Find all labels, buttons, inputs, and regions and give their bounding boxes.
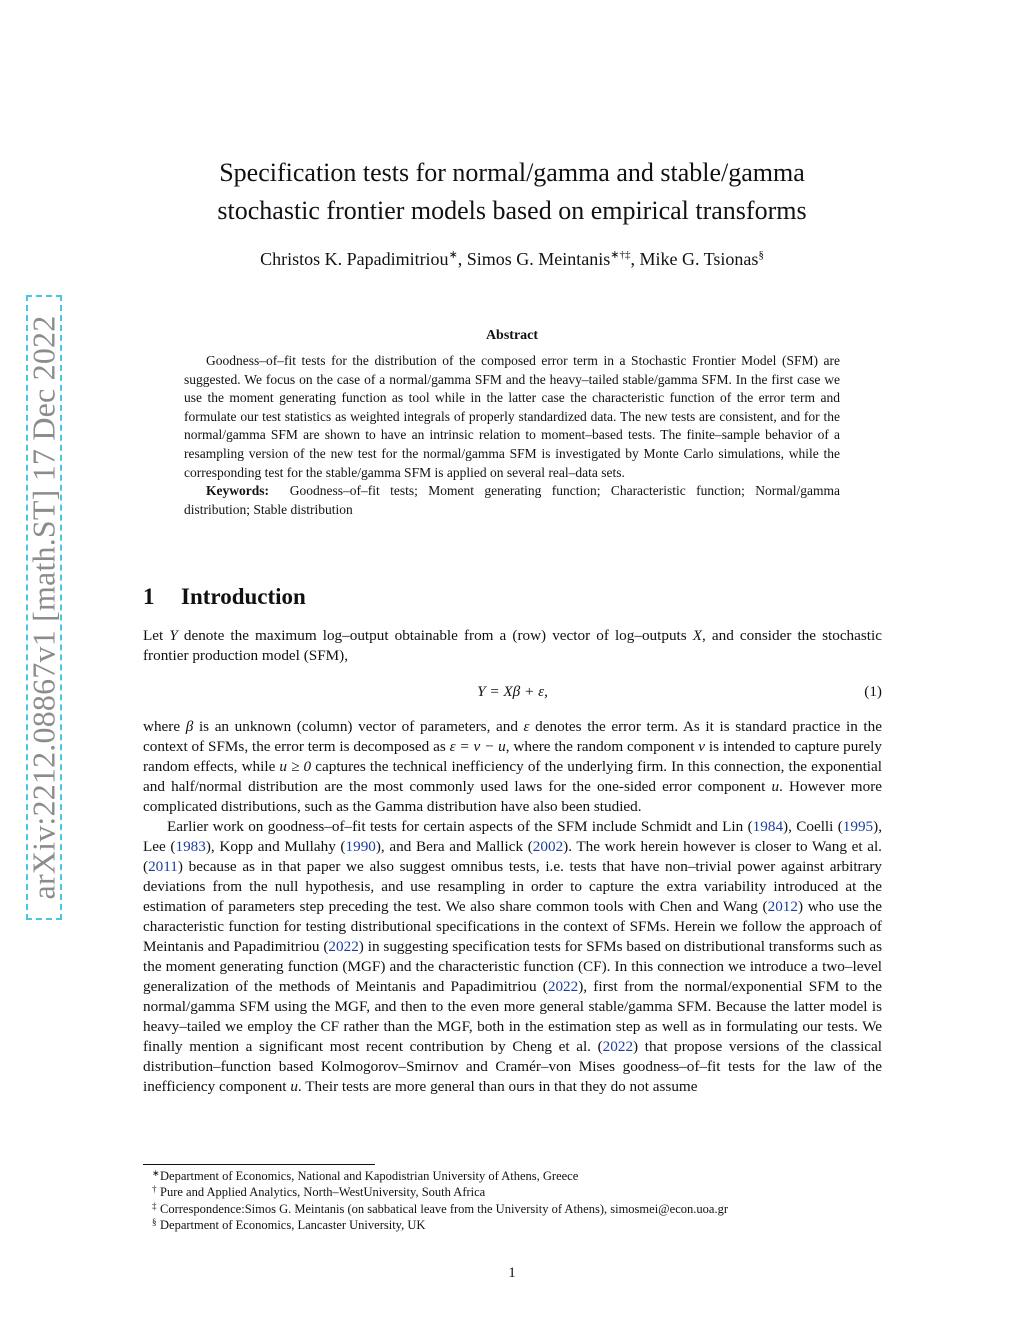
- text-run: ), Coelli (: [783, 818, 843, 835]
- equation-formula: Y = Xβ + ε,: [477, 683, 548, 700]
- footnote-text: Correspondence:Simos G. Meintanis (on sabbatical leave from the University of Athens), simosmei@econ.uoa.gr: [160, 1201, 728, 1216]
- math-symbol: Y: [169, 627, 178, 644]
- abstract-body: [184, 352, 840, 519]
- footnote-divider: [143, 1164, 375, 1165]
- math-expression: u ≥ 0: [279, 758, 312, 775]
- text-run: ). The work herein however is closer to Wang et al. (: [143, 838, 882, 875]
- footnotes: [152, 1168, 880, 1233]
- math-symbol: u: [290, 1078, 298, 1095]
- footnote-text: Pure and Applied Analytics, North–WestUniversity, South Africa: [160, 1185, 486, 1200]
- text-run: , where the random component: [505, 738, 699, 755]
- paragraph: [143, 626, 882, 666]
- citation-link[interactable]: 2022: [602, 1038, 634, 1055]
- arxiv-stamp[interactable]: [26, 295, 62, 920]
- footnote: [152, 1168, 880, 1184]
- text-run: ) that propose versions of the classical distribution–function based Kolmogorov–Smirnov and Cramér–von Mises goodness–of–fit tests for the law of the inefficiency component: [143, 1038, 882, 1095]
- author-separator: ,: [630, 249, 640, 269]
- citation-link[interactable]: 1984: [752, 818, 784, 835]
- author-name: Christos K. Papadimitriou: [260, 249, 449, 269]
- text-run: denotes the error term. As it is standard practice in the context of SFMs, the error term is decomposed as: [143, 718, 882, 755]
- footnote-marker: †: [152, 1184, 157, 1195]
- author-name: Simos G. Meintanis: [466, 249, 611, 269]
- footnote-mark[interactable]: §: [758, 249, 764, 261]
- section-number: 1: [143, 584, 155, 609]
- text-run: is an unknown (column) vector of parameters, and: [193, 718, 524, 735]
- title-line-2: stochastic frontier models based on empirical transforms: [217, 196, 807, 225]
- footnote-text: Department of Economics, Lancaster University, UK: [160, 1217, 426, 1232]
- citation-link[interactable]: 1990: [345, 838, 376, 855]
- math-symbol: β: [185, 718, 194, 735]
- text-run: . However more complicated distributions, such as the Gamma distribution have also been studied.: [143, 778, 882, 815]
- citation-link[interactable]: 2011: [148, 858, 178, 875]
- equation-number: (1): [864, 683, 882, 700]
- citation-link[interactable]: 1983: [175, 838, 206, 855]
- math-symbol: u: [771, 778, 780, 795]
- math-symbol: X: [692, 627, 703, 644]
- author-separator: ,: [457, 249, 467, 269]
- intro-paragraph: [143, 626, 882, 666]
- section-heading: [143, 584, 306, 610]
- text-run: is intended to capture purely random effects, while: [143, 738, 882, 775]
- text-run: denote the maximum log–output obtainable from a (row) vector of log–outputs: [177, 627, 693, 644]
- citation-link[interactable]: 2022: [547, 978, 579, 995]
- footnote-mark[interactable]: ∗†‡: [610, 249, 631, 261]
- footnote: [152, 1216, 880, 1233]
- math-symbol: v: [698, 738, 706, 755]
- text-run: Let: [143, 627, 170, 644]
- footnote-mark[interactable]: ∗: [448, 249, 458, 261]
- author-list: [140, 248, 884, 270]
- citation-link[interactable]: 2002: [532, 838, 564, 855]
- footnote: [152, 1184, 880, 1200]
- footnote: [152, 1200, 880, 1217]
- footnote-text: Department of Economics, National and Kapodistrian University of Athens, Greece: [160, 1169, 579, 1183]
- footnote-marker: ‡: [152, 1200, 157, 1211]
- text-run: Earlier work on goodness–of–fit tests for certain aspects of the SFM include Schmidt and Lin (: [167, 818, 753, 835]
- footnote-marker: ∗: [152, 1168, 160, 1178]
- citation-link[interactable]: 2012: [767, 898, 798, 915]
- author-name: Mike G. Tsionas: [639, 249, 759, 269]
- text-run: ) who use the characteristic function for testing distributional specifications in the context of SFMs. Herein we follow the approach of Meintanis and Papadimitriou (: [143, 898, 883, 955]
- text-run: ), Lee (: [143, 818, 882, 855]
- math-symbol: ε: [523, 718, 530, 735]
- footnote-marker: §: [152, 1216, 157, 1227]
- text-run: captures the technical inefficiency of the underlying firm. In this connection, the exponential and half/normal distribution are the most commonly used laws for the one-sided error component: [143, 758, 882, 795]
- text-run: ), first from the normal/exponential SFM to the normal/gamma SFM using the MGF, and then to the even more general stable/gamma SFM. Because the latter model is heavy–tailed we employ the CF rather than the MGF, both in the estimation step as well as in formulating our tests. We finally mention a significant most recent contribution by Cheng et al. (: [143, 978, 883, 1055]
- text-run: , and consider the stochastic frontier production model (SFM),: [143, 627, 882, 664]
- text-run: . Their tests are more general than ours in that they do not assume: [297, 1078, 698, 1095]
- text-run: ) because as in that paper we also suggest omnibus tests, i.e. tests that have non–trivial power against arbitrary deviations from the null hypothesis, and use resampling in order to capture the extra variability introduced at the estimation of parameters step preceding the test. We also share common tools with Chen and Wang (: [143, 858, 882, 915]
- paragraph: [143, 817, 882, 1097]
- text-run: ), and Bera and Mallick (: [375, 838, 533, 855]
- keywords-line: [184, 482, 840, 519]
- title-line-1: Specification tests for normal/gamma and stable/gamma: [219, 158, 805, 187]
- paper-title: [140, 154, 884, 230]
- page-number: 1: [508, 1265, 516, 1281]
- text-run: where: [143, 718, 186, 735]
- abstract-text: Goodness–of–fit tests for the distribution of the composed error term in a Stochastic Frontier Model (SFM) are suggested. We focus on the case of a normal/gamma SFM and the heavy–tailed stable/gamma SFM. In the first case we use the moment generating function as tool while in the latter case the characteristic function of the error term and formulate our test statistics as weighted integrals of properly standardized data. The new tests are consistent, and for the normal/gamma SFM are shown to have an intrinsic relation to moment–based tests. The finite–sample behavior of a resampling version of the new test for the normal/gamma SFM is investigated by Monte Carlo simulations, while the corresponding test for the stable/gamma SFM is applied on several real–data sets.: [184, 353, 840, 480]
- body-paragraphs: [143, 717, 882, 1097]
- citation-link[interactable]: 1995: [842, 818, 874, 835]
- section-title: Introduction: [181, 584, 306, 609]
- equation-1: [143, 683, 882, 703]
- paragraph: [143, 717, 882, 817]
- math-expression: ε = v − u: [449, 738, 506, 755]
- keywords-label: Keywords:: [206, 483, 269, 499]
- abstract-heading: Abstract: [485, 328, 539, 343]
- arxiv-identifier[interactable]: arXiv:2212.08867v1 [math.ST] 17 Dec 2022: [25, 315, 62, 900]
- text-run: ), Kopp and Mullahy (: [205, 838, 346, 855]
- citation-link[interactable]: 2022: [328, 938, 359, 955]
- text-run: ) in suggesting specification tests for SFMs based on distributional transforms such as the moment generating function (MGF) and the characteristic function (CF). In this connection we introduce a two–level generalization of the methods of Meintanis and Papadimitriou (: [143, 938, 883, 995]
- keywords-text: Goodness–of–fit tests; Moment generating function; Characteristic function; Normal/gamma distribution; Stable distribution: [184, 483, 840, 517]
